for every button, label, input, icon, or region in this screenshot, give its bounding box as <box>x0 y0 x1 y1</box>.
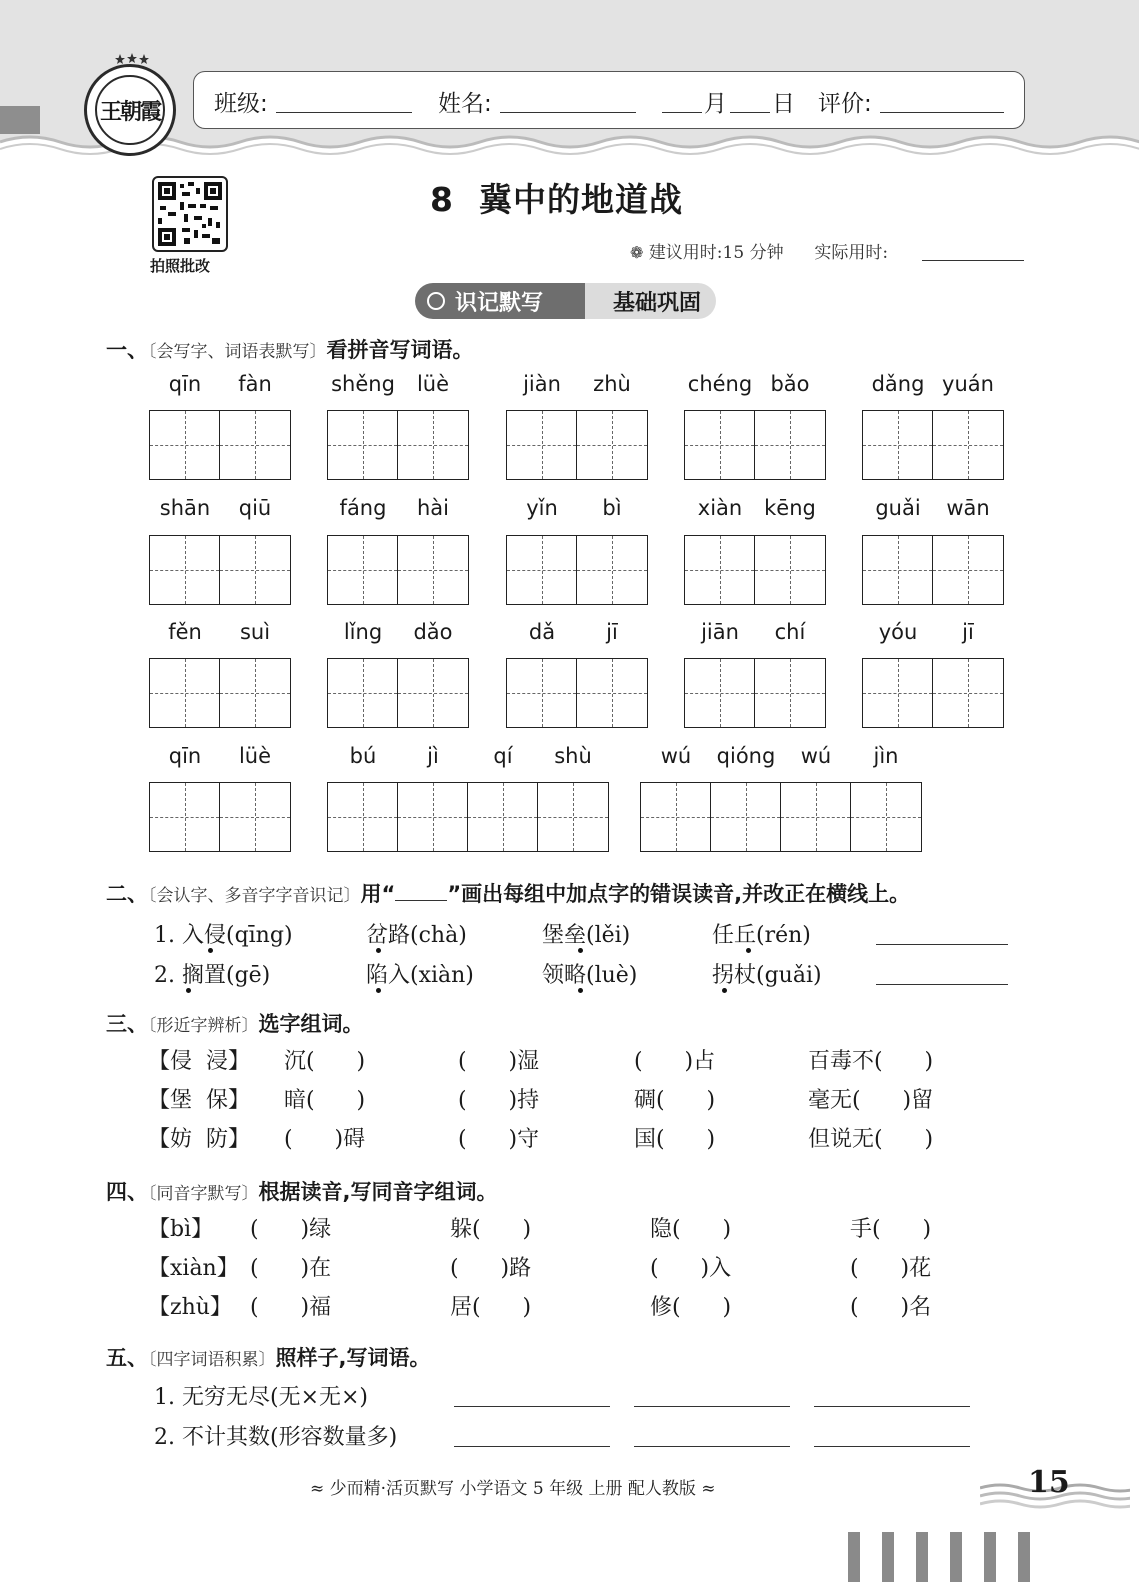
writing-cell[interactable] <box>577 659 647 727</box>
writing-box[interactable] <box>327 782 609 852</box>
writing-cell[interactable] <box>863 536 933 604</box>
star-icon <box>115 53 149 67</box>
fill-blank-item[interactable]: ( )占 <box>634 1049 716 1074</box>
writing-cell[interactable] <box>220 536 290 604</box>
writing-box[interactable] <box>506 535 648 605</box>
writing-cell[interactable] <box>933 659 1003 727</box>
pinyin-label: wú <box>660 744 692 768</box>
writing-cell[interactable] <box>851 783 921 851</box>
fill-blank-item[interactable]: 躲( ) <box>450 1217 532 1242</box>
q2-answer-line-2[interactable] <box>876 984 1008 985</box>
q2-item-1-3: 堡垒(lěi) <box>542 923 631 948</box>
pinyin-label: dǎ <box>528 620 556 644</box>
writing-box[interactable] <box>506 658 648 728</box>
pinyin-label: wān <box>946 496 990 520</box>
fill-blank-item[interactable]: 修( ) <box>650 1295 732 1320</box>
writing-cell[interactable] <box>711 783 781 851</box>
question-3-heading: 三、〔形近字辨析〕选字组词。 <box>106 1012 364 1036</box>
writing-cell[interactable] <box>755 411 825 479</box>
writing-cell[interactable] <box>398 659 468 727</box>
writing-box[interactable] <box>149 658 291 728</box>
page-number: 15 <box>1028 1465 1070 1500</box>
writing-cell[interactable] <box>507 536 577 604</box>
writing-cell[interactable] <box>468 783 538 851</box>
pinyin-label: bǎo <box>770 372 810 396</box>
pinyin-label: fáng <box>339 496 387 520</box>
lesson-title: 8 冀中的地道战 <box>430 180 683 219</box>
qr-caption: 拍照批改 <box>150 257 211 275</box>
pinyin-label: lǐng <box>343 620 383 644</box>
writing-cell[interactable] <box>577 536 647 604</box>
question-4-heading: 四、〔同音字默写〕根据读音,写同音字组词。 <box>106 1180 498 1204</box>
writing-box[interactable] <box>862 410 1004 480</box>
writing-cell[interactable] <box>933 536 1003 604</box>
writing-cell[interactable] <box>398 411 468 479</box>
q5-answer-1-1[interactable] <box>454 1406 610 1407</box>
fill-blank-item[interactable]: ( )绿 <box>250 1217 332 1242</box>
writing-cell[interactable] <box>220 411 290 479</box>
writing-cell[interactable] <box>150 783 220 851</box>
class-field[interactable] <box>276 112 412 113</box>
q5-answer-1-3[interactable] <box>814 1406 970 1407</box>
name-label: 姓名: <box>438 91 492 117</box>
row-label: 【侵 浸】 <box>148 1049 250 1074</box>
writing-box[interactable] <box>862 535 1004 605</box>
writing-cell[interactable] <box>577 411 647 479</box>
q5-answer-2-2[interactable] <box>634 1446 790 1447</box>
logo-text: 王朝霞 <box>95 75 165 145</box>
pinyin-label: xiàn <box>697 496 743 520</box>
writing-box[interactable] <box>149 782 291 852</box>
emphasis-dot <box>578 948 583 953</box>
suggested-time: 建议用时:15 分钟 <box>648 243 784 263</box>
pinyin-label: fěn <box>168 620 202 644</box>
writing-cell[interactable] <box>755 536 825 604</box>
pinyin-label: yóu <box>878 620 918 644</box>
fill-blank-item[interactable]: ( )花 <box>850 1256 932 1281</box>
writing-cell[interactable] <box>933 411 1003 479</box>
q2-item-2-1: 2. 搁置(gē) <box>154 963 271 988</box>
name-field[interactable] <box>500 112 636 113</box>
student-info-box <box>193 71 1025 129</box>
pinyin-label: jiān <box>701 620 739 644</box>
row-label: 【zhù】 <box>148 1295 232 1320</box>
pinyin-label: wú <box>800 744 832 768</box>
writing-cell[interactable] <box>220 659 290 727</box>
page-edge-tab <box>0 106 40 134</box>
timing-row <box>630 238 888 263</box>
emphasis-dot <box>722 988 727 993</box>
footer-series-info: ≈ 少而精·活页默写 小学语文 5 年级 上册 配人教版 ≈ <box>310 1479 716 1499</box>
writing-cell[interactable] <box>328 411 398 479</box>
pinyin-label: jì <box>427 744 439 768</box>
pinyin-label: shěng <box>331 372 395 396</box>
fill-blank-item[interactable]: ( )持 <box>458 1088 540 1113</box>
publisher-logo <box>84 64 176 156</box>
pinyin-label: shān <box>159 496 211 520</box>
footer-bar <box>916 1532 928 1582</box>
rating-field[interactable] <box>880 112 1004 113</box>
question-5-heading: 五、〔四字词语积累〕照样子,写词语。 <box>106 1346 431 1370</box>
writing-cell[interactable] <box>863 411 933 479</box>
writing-cell[interactable] <box>685 536 755 604</box>
pinyin-label: zhù <box>593 372 631 396</box>
q5-answer-2-1[interactable] <box>454 1446 610 1447</box>
pinyin-label: chéng <box>687 372 753 396</box>
emphasis-dot <box>746 948 751 953</box>
q2-item-2-3: 领略(luè) <box>542 963 638 988</box>
pinyin-label: chí <box>774 620 806 644</box>
row-label: 【xiàn】 <box>148 1256 239 1281</box>
footer-bar <box>984 1532 996 1582</box>
pinyin-label: jiàn <box>523 372 561 396</box>
q2-answer-line-1[interactable] <box>876 944 1008 945</box>
writing-cell[interactable] <box>328 536 398 604</box>
writing-box[interactable] <box>149 535 291 605</box>
pinyin-label: kēng <box>764 496 816 520</box>
pinyin-label: suì <box>239 620 271 644</box>
pinyin-label: lüè <box>238 744 272 768</box>
fill-blank-item[interactable]: 但说无( ) <box>808 1127 934 1152</box>
writing-cell[interactable] <box>150 411 220 479</box>
writing-cell[interactable] <box>755 659 825 727</box>
pinyin-label: lüè <box>416 372 450 396</box>
pinyin-label: yǐn <box>526 496 558 520</box>
writing-cell[interactable] <box>538 783 608 851</box>
writing-box[interactable] <box>640 782 922 852</box>
pinyin-label: qiū <box>238 496 272 520</box>
row-label: 【bì】 <box>148 1217 214 1242</box>
fill-blank-item[interactable]: 碉( ) <box>634 1088 716 1113</box>
actual-time-field[interactable] <box>922 260 1024 261</box>
writing-cell[interactable] <box>398 536 468 604</box>
writing-box[interactable] <box>506 410 648 480</box>
pinyin-label: jī <box>962 620 974 644</box>
writing-cell[interactable] <box>398 783 468 851</box>
fill-blank-item[interactable]: ( )福 <box>250 1295 332 1320</box>
pinyin-label: fàn <box>238 372 272 396</box>
q5-example-2: 2. 不计其数(形容数量多) <box>154 1425 398 1450</box>
actual-time-label: 实际用时: <box>814 243 889 263</box>
writing-cell[interactable] <box>150 536 220 604</box>
fill-blank-item[interactable]: 百毒不( ) <box>808 1049 934 1074</box>
writing-box[interactable] <box>327 535 469 605</box>
fill-blank-item[interactable]: 居( ) <box>450 1295 532 1320</box>
emphasis-dot <box>186 988 191 993</box>
q5-example-1: 1. 无穷无尽(无×无×) <box>154 1385 369 1410</box>
pinyin-label: dǎo <box>413 620 453 644</box>
q2-item-2-4: 拐杖(guǎi) <box>712 963 822 988</box>
fill-blank-item[interactable]: 国( ) <box>634 1127 716 1152</box>
writing-cell[interactable] <box>220 783 290 851</box>
writing-box[interactable] <box>684 410 826 480</box>
pinyin-label: bú <box>349 744 377 768</box>
pinyin-label: jī <box>606 620 618 644</box>
writing-box[interactable] <box>684 535 826 605</box>
writing-cell[interactable] <box>685 411 755 479</box>
q2-item-1-4: 任丘(rén) <box>712 923 811 948</box>
writing-cell[interactable] <box>507 411 577 479</box>
writing-box[interactable] <box>149 410 291 480</box>
pinyin-label: guǎi <box>875 496 921 520</box>
day-label: 日 <box>772 91 795 117</box>
pinyin-label: shù <box>554 744 592 768</box>
pinyin-label: qīn <box>168 372 202 396</box>
writing-box[interactable] <box>327 410 469 480</box>
fill-blank-item[interactable]: ( )名 <box>850 1295 932 1320</box>
q2-item-1-2: 岔路(chà) <box>366 923 467 948</box>
writing-cell[interactable] <box>150 659 220 727</box>
footer-bar <box>950 1532 962 1582</box>
flower-icon: ❁ <box>630 243 644 262</box>
writing-box[interactable] <box>862 658 1004 728</box>
writing-cell[interactable] <box>781 783 851 851</box>
fill-blank-item[interactable]: ( )路 <box>450 1256 532 1281</box>
fill-blank-item[interactable]: 隐( ) <box>650 1217 732 1242</box>
writing-cell[interactable] <box>507 659 577 727</box>
writing-cell[interactable] <box>328 659 398 727</box>
writing-box[interactable] <box>327 658 469 728</box>
pinyin-label: dǎng <box>871 372 925 396</box>
pinyin-label: qióng <box>716 744 776 768</box>
month-field[interactable] <box>662 112 702 113</box>
question-1-heading: 一、〔会写字、词语表默写〕看拼音写词语。 <box>106 338 474 362</box>
q2-item-2-2: 陷入(xiàn) <box>366 963 474 988</box>
pinyin-label: jìn <box>873 744 899 768</box>
writing-cell[interactable] <box>863 659 933 727</box>
month-label: 月 <box>704 91 727 117</box>
emphasis-dot <box>578 988 583 993</box>
pinyin-label: yuán <box>942 372 994 396</box>
qr-code-icon[interactable] <box>152 176 228 252</box>
fill-blank-item[interactable]: ( )在 <box>250 1256 332 1281</box>
q5-answer-2-3[interactable] <box>814 1446 970 1447</box>
fill-blank-item[interactable]: 沉( ) <box>284 1049 366 1074</box>
q2-item-1-1: 1. 入侵(qīng) <box>154 923 293 948</box>
fill-blank-item[interactable]: ( )湿 <box>458 1049 540 1074</box>
pinyin-label: bì <box>602 496 622 520</box>
medal-icon <box>427 292 445 310</box>
class-label: 班级: <box>214 91 268 117</box>
footer-bar <box>848 1532 860 1582</box>
question-2-heading: 二、〔会认字、多音字字音识记〕用“ ”画出每组中加点字的错误读音,并改正在横线上。 <box>106 882 911 906</box>
section-badge-sub: 基础巩固 <box>580 283 716 319</box>
fill-blank-item[interactable]: ( )守 <box>458 1127 540 1152</box>
writing-cell[interactable] <box>685 659 755 727</box>
footer-bar <box>1018 1532 1030 1582</box>
row-label: 【妨 防】 <box>148 1127 250 1152</box>
section-badge-main: 识记默写 <box>415 283 585 319</box>
pinyin-label: qīn <box>168 744 202 768</box>
emphasis-dot <box>208 948 213 953</box>
emphasis-dot <box>376 948 381 953</box>
writing-box[interactable] <box>684 658 826 728</box>
q5-answer-1-2[interactable] <box>634 1406 790 1407</box>
writing-cell[interactable] <box>641 783 711 851</box>
day-field[interactable] <box>730 112 770 113</box>
fill-blank-item[interactable]: ( )入 <box>650 1256 732 1281</box>
fill-blank-item[interactable]: ( )碍 <box>284 1127 366 1152</box>
pinyin-label: hài <box>416 496 449 520</box>
header-wave-decoration <box>0 132 1139 168</box>
footer-bar <box>882 1532 894 1582</box>
fill-blank-item[interactable]: 暗( ) <box>284 1088 366 1113</box>
fill-blank-item[interactable]: 手( ) <box>850 1217 932 1242</box>
writing-cell[interactable] <box>328 783 398 851</box>
pinyin-label: qí <box>493 744 513 768</box>
emphasis-dot <box>376 988 381 993</box>
row-label: 【堡 保】 <box>148 1088 250 1113</box>
rating-label: 评价: <box>818 91 872 117</box>
fill-blank-item[interactable]: 毫无( )留 <box>808 1088 934 1113</box>
